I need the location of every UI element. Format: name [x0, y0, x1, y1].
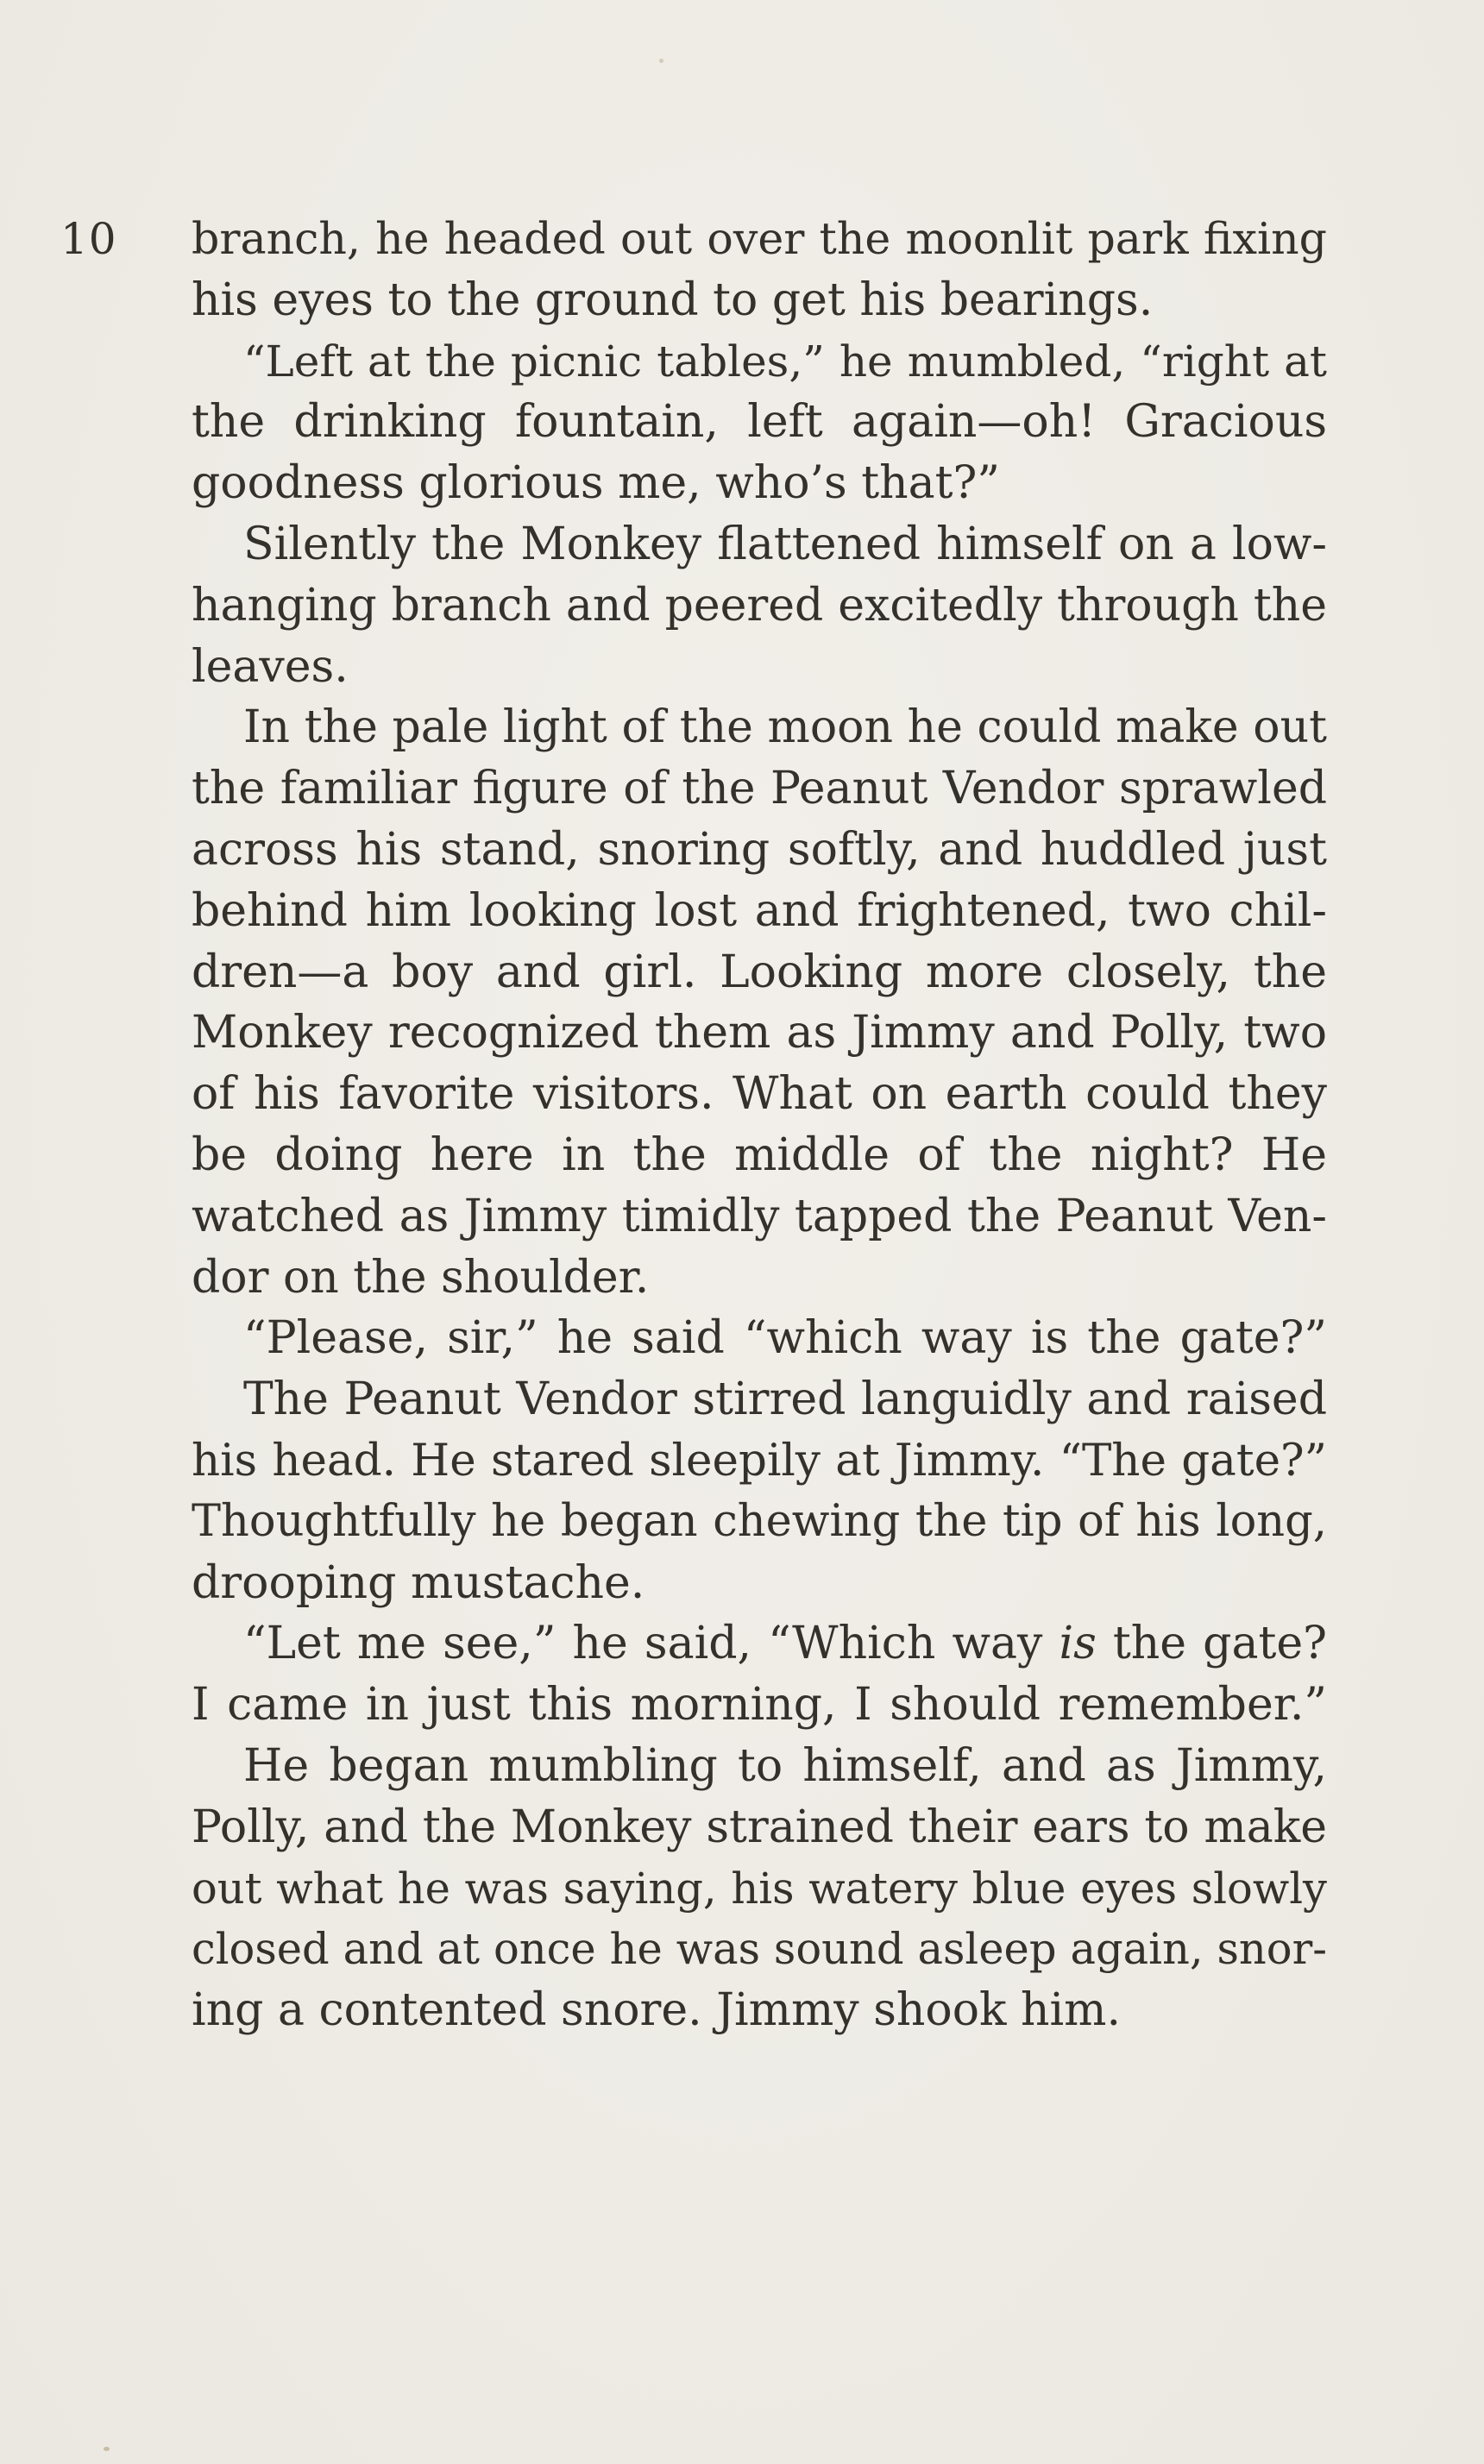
- text-line: out what he was saying, his watery blue eyes slowly: [192, 1863, 1327, 1914]
- text-line: the familiar figure of the Peanut Vendor sprawled: [192, 763, 1327, 815]
- text-line: across his stand, snoring softly, and huddled just: [192, 823, 1327, 876]
- body-text: [192, 209, 1327, 2041]
- text-line: watched as Jimmy timidly tapped the Peanut Ven-: [192, 1190, 1327, 1242]
- text-line: “Left at the picnic tables,” he mumbled, “right at: [243, 336, 1327, 387]
- text-line: dren—a boy and girl. Looking more closely, the: [192, 946, 1327, 998]
- text-line: branch, he headed out over the moonlit park fixing: [192, 213, 1327, 264]
- text-line: behind him looking lost and frightened, two chil-: [192, 884, 1327, 937]
- text-line: In the pale light of the moon he could make out: [243, 701, 1327, 754]
- text-line: I came in just this morning, I should remember.”: [192, 1679, 1327, 1732]
- text-line: Silently the Monkey flattened himself on a low-: [243, 518, 1327, 570]
- text-line: his eyes to the ground to get his bearings.: [192, 273, 1154, 326]
- text-line: Monkey recognized them as Jimmy and Polly, two: [192, 1007, 1327, 1059]
- text-line: “Let me see,” he said, “Which way is the gate?: [243, 1618, 1327, 1670]
- text-line: hanging branch and peered excitedly through the: [192, 579, 1327, 632]
- text-line: closed and at once he was sound asleep again, snor-: [192, 1924, 1327, 1975]
- text-line: his head. He stared sleepily at Jimmy. “The gate?”: [192, 1434, 1327, 1487]
- emphasis-text: is: [1059, 1618, 1097, 1670]
- text-line: of his favorite visitors. What on earth could they: [192, 1068, 1327, 1121]
- text-line: drooping mustache.: [192, 1556, 645, 1609]
- paper-speck: [659, 59, 663, 63]
- text-line: “Please, sir,” he said “which way is the gate?”: [243, 1312, 1327, 1365]
- text-line: goodness glorious me, who’s that?”: [192, 457, 1001, 510]
- text-line: be doing here in the middle of the night? He: [192, 1128, 1327, 1181]
- text-line: dor on the shoulder.: [192, 1251, 650, 1304]
- text-line: the drinking fountain, left again—oh! Gracious: [192, 396, 1327, 449]
- paper-speck: [104, 2447, 110, 2451]
- text-line: He began mumbling to himself, and as Jimmy,: [243, 1739, 1327, 1792]
- text-line: The Peanut Vendor stirred languidly and raised: [243, 1373, 1327, 1426]
- text-line: Polly, and the Monkey strained their ears to make: [192, 1801, 1327, 1853]
- text-line: leaves.: [192, 640, 349, 693]
- text-line: Thoughtfully he began chewing the tip of his long,: [192, 1495, 1327, 1547]
- page-number: 10: [60, 214, 117, 264]
- text-line: ing a contented snore. Jimmy shook him.: [192, 1984, 1121, 2037]
